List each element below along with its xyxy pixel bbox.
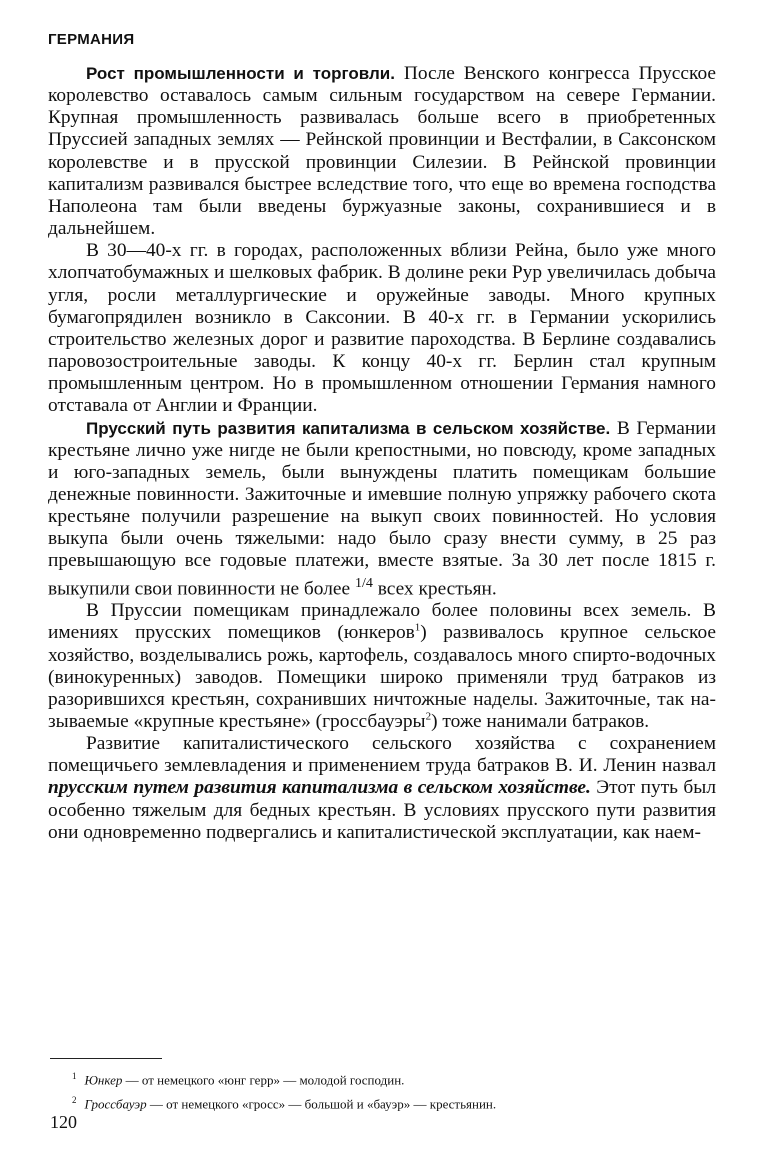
- footnote-1: [72, 1066, 712, 1090]
- paragraph-text: В Пруссии помещикам принадлежало более половины всех земель. В имениях прусских помещиков (юнкеров: [48, 600, 716, 644]
- paragraph-factories: В 30—40-х гг. в городах, расположенных вблизи Рейна, было уже много хлопчатобумажных и шелковых фабрик. В долине реки Рур увеличилась добыча угля, росли металлургические и оружейные заводы. Много крупных бумагопрядилен возникло в Саксонии. В 40-х гг. в Германии ускорились строительство железных дорог и развитие пароходства. В Берлине создавались паровозостроительные заводы. К концу 40-х гг. Берлин стал крупным промышленным центром. Но в промышленном отношении Германия намного отставала от Англии и Франции.: [48, 240, 716, 417]
- section-heading-industry: Рост промышленности и торговли.: [86, 64, 395, 83]
- page-body: [48, 30, 716, 844]
- paragraph-text: В Германии крестьяне лично уже нигде не были крепостными, но повсюду, кроме западных и юго-западных земель, были вынуждены платить помещикам большие денежные повинности. Зажиточные и имевшие полную упряжку рабочего скота крестьяне получили разрешение на выкуп своих повинностей. Но условия выкупа были очень тяжелыми: надо было сразу внести сумму, в 25 раз превышающую все годовые платежи, вместе взятые. За 30 лет после 1815 г. выкупили свои повинности не более: [48, 417, 716, 600]
- page-number: 120: [50, 1112, 77, 1132]
- paragraph-text: Развитие капиталистического сельского хозяйства с сохранением помещичьего землевладения и применением труда батраков В. И. Ленин назвал: [48, 733, 716, 777]
- fraction: 1/4: [354, 575, 373, 591]
- paragraph-industry: [48, 63, 716, 240]
- footnote-mark: 1: [72, 1071, 77, 1081]
- footnote-ref-2[interactable]: 2: [425, 710, 432, 723]
- footnotes: [72, 1066, 712, 1115]
- paragraph-text: ) тоже нанимали батраков.: [431, 711, 650, 732]
- paragraph-text: ) развивалось крупное сельское хозяйство, возделывались рожь, картофель, создавалось много спирто-водочных (винокуренных) заводов. Помещики широко применяли труд батраков из разорившихся крестьян, сохранивших ничтожные наделы. Зажиточные, так называемые «крупные крестьяне» (гроссбауэры: [48, 622, 716, 732]
- footnote-text: — от немецкого «юнг герр» — молодой господин.: [122, 1072, 405, 1088]
- paragraph-junkers: [48, 600, 716, 733]
- footnote-divider: [50, 1058, 162, 1059]
- footnote-term: Гроссбауэр: [84, 1096, 147, 1112]
- running-head: ГЕРМАНИЯ: [48, 31, 135, 48]
- footnote-mark: 2: [72, 1095, 77, 1106]
- paragraph-text: Этот путь был особенно тяжелым для бедных крестьян. В условиях прусского пути развития они одновременно подвергались и капиталистической эксплуатации, как наем-: [48, 777, 716, 843]
- footnote-term: Юнкер: [84, 1072, 123, 1088]
- paragraph-text: После Венского конгресса Прусское королевство оставалось самым сильным государством на севере Германии. Крупная промышленность развивалась больше всего в приобретенных Пруссией западных землях — Рейнской провинции и Вестфалии, в Саксонском королевстве и в прусской провинции Силезии. В Рейнской провинции капитализм развивался быстрее вследствие того, что еще во времена господства Наполеона там были введены буржуазные законы, сохранившиеся и в дальнейшем.: [48, 63, 716, 240]
- paragraph-lenin: [48, 733, 716, 844]
- emphasis-term: прусским путем развития капитализма в сельском хозяйстве.: [48, 777, 591, 799]
- footnote-text: — от немецкого «гросс» — большой и «бауэр» — крестьянин.: [146, 1096, 497, 1112]
- paragraph-text: всех крестьян.: [372, 578, 497, 600]
- footnote-2: [72, 1090, 712, 1114]
- footnote-ref-1[interactable]: 1: [414, 621, 421, 634]
- section-heading-prussian-path: Прусский путь развития капитализма в сельском хозяйстве.: [86, 418, 611, 438]
- paragraph-prussian-path: [48, 418, 716, 601]
